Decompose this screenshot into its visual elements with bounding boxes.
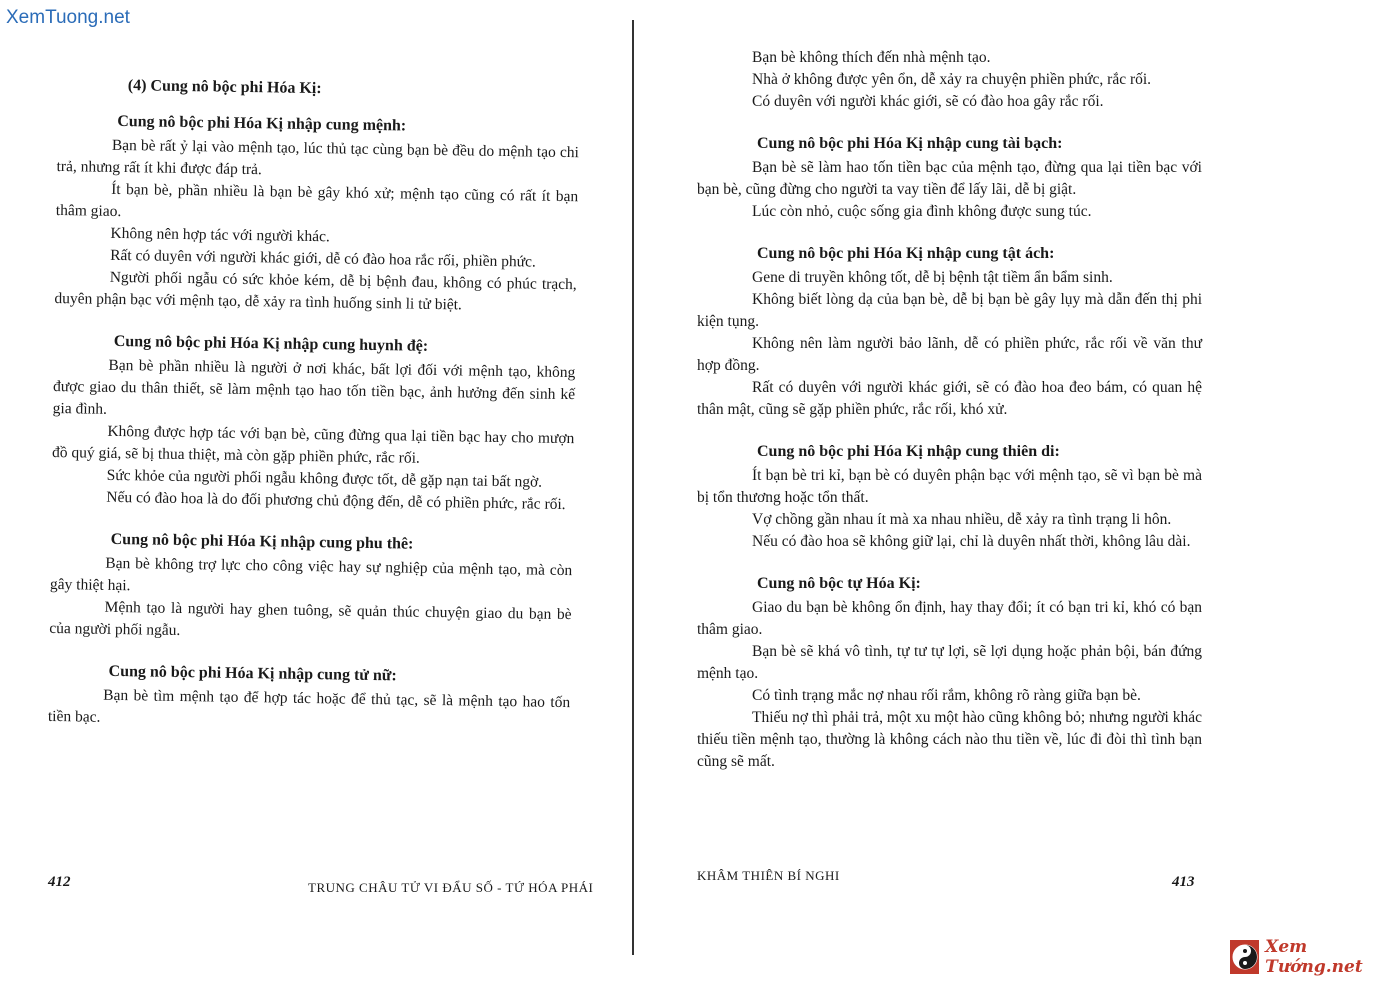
section xyxy=(697,441,1202,553)
paragraph: Vợ chồng gần nhau ít mà xa nhau nhiều, dễ xảy ra tình trạng li hôn. xyxy=(752,511,1172,528)
section-heading: Cung nô bộc phi Hóa Kị nhập cung tật ách: xyxy=(757,245,1055,262)
paragraph: Rất có duyên với người khác giới, sẽ có đào hoa đeo bám, có quan hệ thân mật, cũng sẽ gặp phiền phức, rắc rối, khó xử. xyxy=(697,379,1202,418)
section xyxy=(697,573,1202,773)
logo-text: Xem Tướng.net xyxy=(1265,937,1363,977)
site-logo xyxy=(1230,938,1390,976)
paragraph: Bạn bè phần nhiều là người ở nơi khác, bất lợi đối với mệnh tạo, không được giao du thân thiết, sẽ làm mệnh tạo hao tốn tiền bạc, ảnh hưởng đến sinh kế gia đình. xyxy=(52,356,576,418)
paragraph: Không biết lòng dạ của bạn bè, dễ bị bạn bè gây lụy mà dẫn đến thị phi kiện tụng. xyxy=(697,291,1202,330)
section-heading: Cung nô bộc tự Hóa Kị: xyxy=(757,575,921,592)
section xyxy=(49,528,573,648)
paragraph: Có tình trạng mắc nợ nhau rối rắm, không rõ ràng giữa bạn bè. xyxy=(752,687,1141,704)
section-heading: Cung nô bộc phi Hóa Kị nhập cung thiên di: xyxy=(757,443,1060,460)
paragraph: Lúc còn nhỏ, cuộc sống gia đình không được sung túc. xyxy=(752,203,1092,220)
chapter-title: (4) Cung nô bộc phi Hóa Kị: xyxy=(127,77,322,98)
page-number-right: 413 xyxy=(1172,874,1195,890)
lead-paragraphs xyxy=(697,47,1202,113)
left-page xyxy=(47,74,580,756)
paragraph: Có duyên với người khác giới, sẽ có đào hoa gây rắc rối. xyxy=(752,93,1104,110)
running-title-left: TRUNG CHÂU TỬ VI ĐẨU SỐ - TỨ HÓA PHÁI xyxy=(308,880,594,895)
right-sections xyxy=(697,133,1202,773)
section-heading: Cung nô bộc phi Hóa Kị nhập cung tài bạch: xyxy=(757,135,1063,152)
paragraph: Không nên làm người bảo lãnh, dễ có phiền phức, rắc rối về văn thư hợp đồng. xyxy=(697,335,1202,374)
paragraph: Nếu có đào hoa sẽ không giữ lại, chỉ là duyên nhất thời, không lâu dài. xyxy=(752,533,1191,550)
paragraph: Rất có duyên với người khác giới, dễ có đào hoa rắc rối, phiền phức. xyxy=(110,246,537,271)
section-heading: Cung nô bộc phi Hóa Kị nhập cung phu thê: xyxy=(110,530,414,553)
section-heading: Cung nô bộc phi Hóa Kị nhập cung huynh đệ: xyxy=(113,332,429,355)
paragraph: Bạn bè tìm mệnh tạo để hợp tác hoặc để thủ tạc, sẽ là mệnh tạo hao tốn tiền bạc. xyxy=(47,686,571,726)
yin-yang-icon xyxy=(1230,940,1259,974)
paragraph: Người phối ngẫu có sức khỏe kém, dễ bị bệnh đau, không có phúc trạch, duyên phận bạc với mệnh tạo, dễ xảy ra tình huống sinh li tử biệt. xyxy=(54,268,577,314)
paragraph: Bạn bè sẽ làm hao tốn tiền bạc của mệnh tạo, đừng qua lại tiền bạc với bạn bè, cũng đừng cho người ta vay tiền để lấy lãi, dễ bị giật. xyxy=(697,159,1202,198)
section xyxy=(697,243,1202,421)
watermark-text: XemTuong.net xyxy=(6,7,130,28)
paragraph: Bạn bè không trợ lực cho công việc hay sự nghiệp của mệnh tạo, mà còn gây thiệt hại. xyxy=(49,554,573,595)
section xyxy=(48,660,571,736)
section xyxy=(51,330,576,516)
paragraph: Ít bạn bè, phần nhiều là bạn bè gây khó xử; mệnh tạo cũng có rất ít bạn thâm giao. xyxy=(55,180,579,221)
page-number-left: 412 xyxy=(48,874,71,890)
section xyxy=(54,110,579,318)
book-spine xyxy=(632,20,634,955)
paragraph: Mệnh tạo là người hay ghen tuông, sẽ quản thúc chuyện giao du bạn bè của người phối ngẫu. xyxy=(49,598,572,639)
paragraph: Gene di truyền không tốt, dễ bị bệnh tật tiềm ẩn bẩm sinh. xyxy=(752,269,1113,286)
paragraph: Nhà ở không được yên ổn, dễ xảy ra chuyện phiền phức, rắc rối. xyxy=(752,71,1152,88)
running-title-right: KHÂM THIÊN BÍ NGHI xyxy=(697,868,840,883)
section xyxy=(697,133,1202,223)
paragraph: Sức khỏe của người phối ngẫu không được tốt, dễ gặp nạn tai bất ngờ. xyxy=(106,466,543,491)
paragraph: Ít bạn bè tri kỉ, bạn bè có duyên phận bạc với mệnh tạo, sẽ vì bạn bè mà bị tổn thương hoặc tổn thất. xyxy=(697,467,1202,506)
left-sections xyxy=(48,110,580,736)
paragraph: Không nên hợp tác với người khác. xyxy=(110,224,331,246)
section-heading: Cung nô bộc phi Hóa Kị nhập cung tử nữ: xyxy=(108,662,397,685)
paragraph: Giao du bạn bè không ổn định, hay thay đổi; ít có bạn tri kỉ, khó có bạn thâm giao. xyxy=(697,599,1202,638)
paragraph: Thiếu nợ thì phải trả, một xu một hào cũng không bỏ; nhưng người khác thiếu tiền mệnh tạo, thường là không cách nào thu tiền về, lúc đi đòi thì tình bạn cũng sẽ mất. xyxy=(697,709,1202,770)
paragraph: Không được hợp tác với bạn bè, cũng đừng qua lại tiền bạc hay cho mượn đồ quý giá, sẽ bị thua thiệt, mà còn gặp phiền phức, rắc rối. xyxy=(51,422,575,467)
right-page xyxy=(697,47,1202,793)
paragraph: Bạn bè không thích đến nhà mệnh tạo. xyxy=(752,49,991,66)
paragraph: Nếu có đào hoa là do đối phương chủ động đến, dễ có phiền phức, rắc rối. xyxy=(106,488,566,514)
section-heading: Cung nô bộc phi Hóa Kị nhập cung mệnh: xyxy=(117,112,407,135)
paragraph: Bạn bè sẽ khá vô tình, tự tư tự lợi, sẽ lợi dụng hoặc phản bội, bán đứng mệnh tạo. xyxy=(697,643,1202,682)
paragraph: Bạn bè rất ỷ lại vào mệnh tạo, lúc thủ tạc cùng bạn bè đều do mệnh tạo chi trả, nhưng rất ít khi được đáp trả. xyxy=(56,136,579,179)
